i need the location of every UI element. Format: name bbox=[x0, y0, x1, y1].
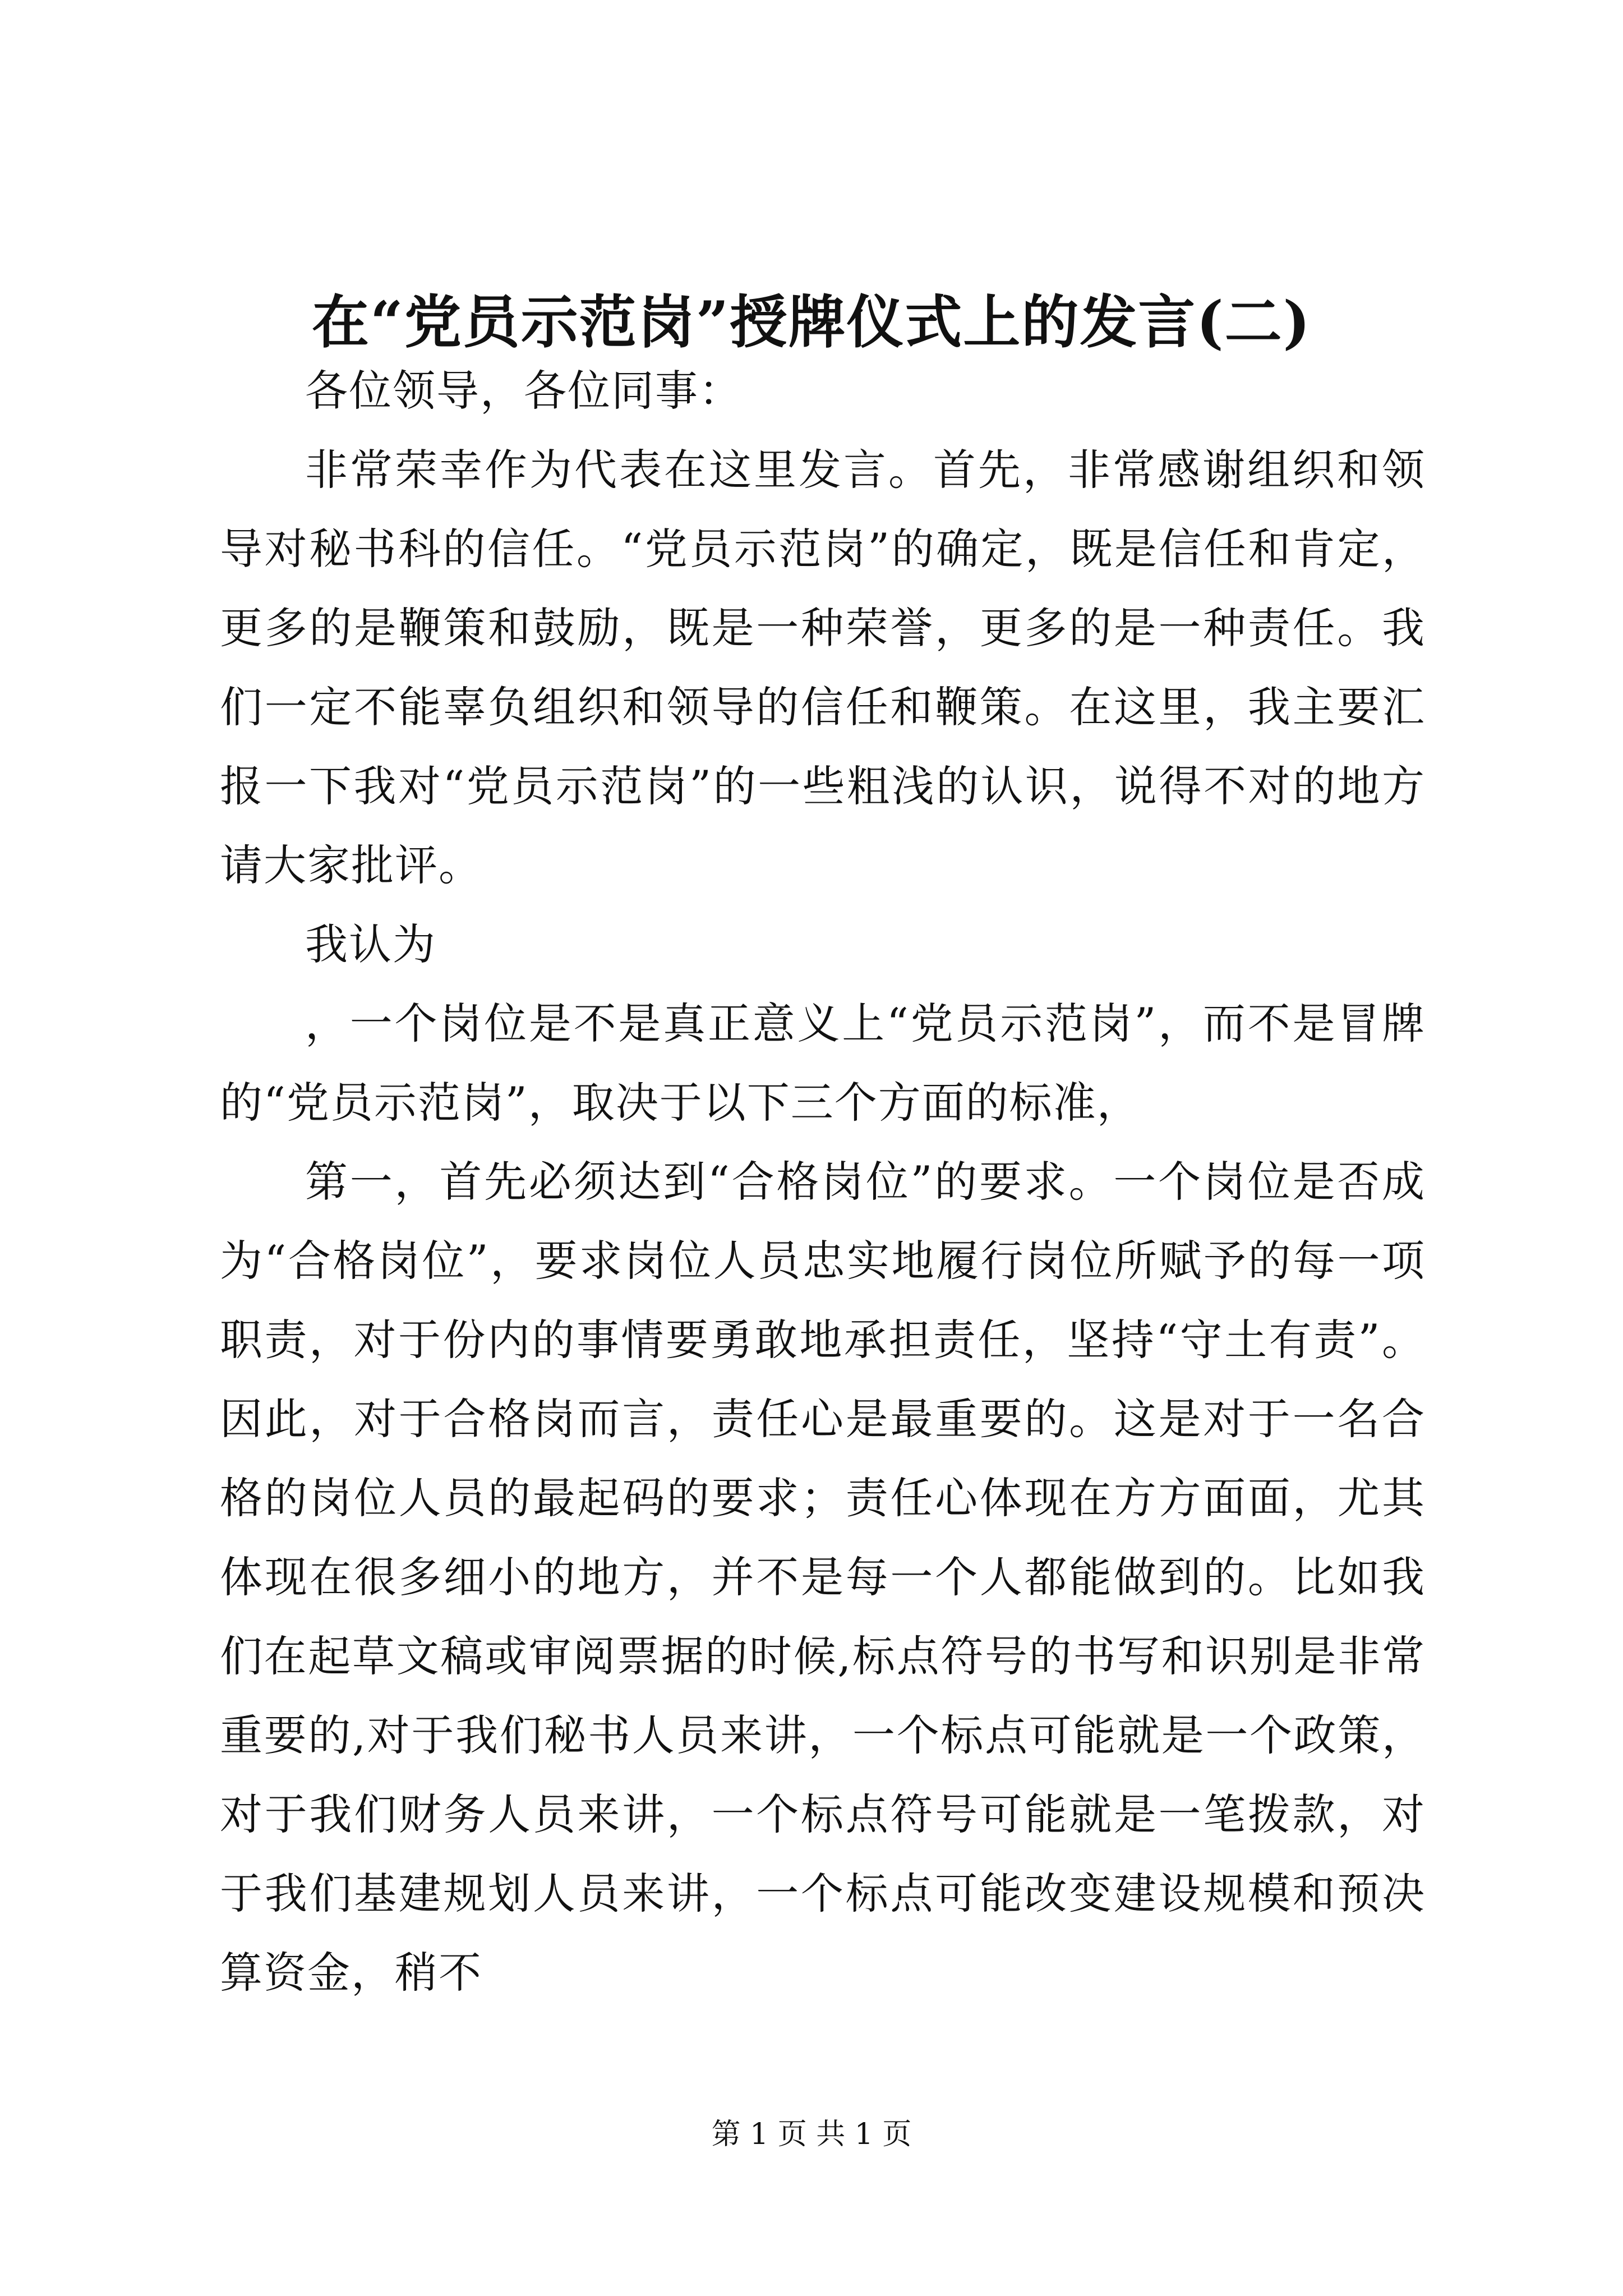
page-footer: 第 1 页 共 1 页 bbox=[711, 2118, 912, 2151]
body-paragraph: 我认为 bbox=[305, 919, 436, 969]
body-paragraph: ，一个岗位是不是真正意义上“党员示范岗”，而不是冒牌的“党员示范岗”，取决于以下三个方面的标准， bbox=[220, 999, 1426, 1128]
body-paragraph: 非常荣幸作为代表在这里发言。首先，非常感谢组织和领导对秘书科的信任。“党员示范岗”的确定，既是信任和肯定，更多的是鞭策和鼓励，既是一种荣誉，更多的是一种责任。我们一定不能辜负组织和领导的信任和鞭策。在这里，我主要汇报一下我对“党员示范岗”的一些粗浅的认识，说得不对的地方请大家批评。 bbox=[220, 445, 1426, 890]
body-paragraph: 第一，首先必须达到“合格岗位”的要求。一个岗位是否成为“合格岗位”，要求岗位人员忠实地履行岗位所赋予的每一项职责，对于份内的事情要勇敢地承担责任，坚持“守土有责”。因此，对于合格岗而言，责任心是最重要的。这是对于一名合格的岗位人员的最起码的要求；责任心体现在方方面面，尤其体现在很多细小的地方，并不是每一个人都能做到的。比如我们在起草文稿或审阅票据的时候,标点符号的书写和识别是非常重要的,对于我们秘书人员来讲，一个标点可能就是一个政策，对于我们财务人员来讲，一个标点符号可能就是一笔拨款，对于我们基建规划人员来讲，一个标点可能改变建设规模和预决算资金，稍不 bbox=[220, 1157, 1426, 1998]
salutation-paragraph: 各位领导，各位同事： bbox=[305, 366, 743, 416]
document-body bbox=[220, 351, 1426, 2012]
document-title: 在“党员示范岗”授牌仪式上的发言(二) bbox=[312, 289, 1311, 356]
